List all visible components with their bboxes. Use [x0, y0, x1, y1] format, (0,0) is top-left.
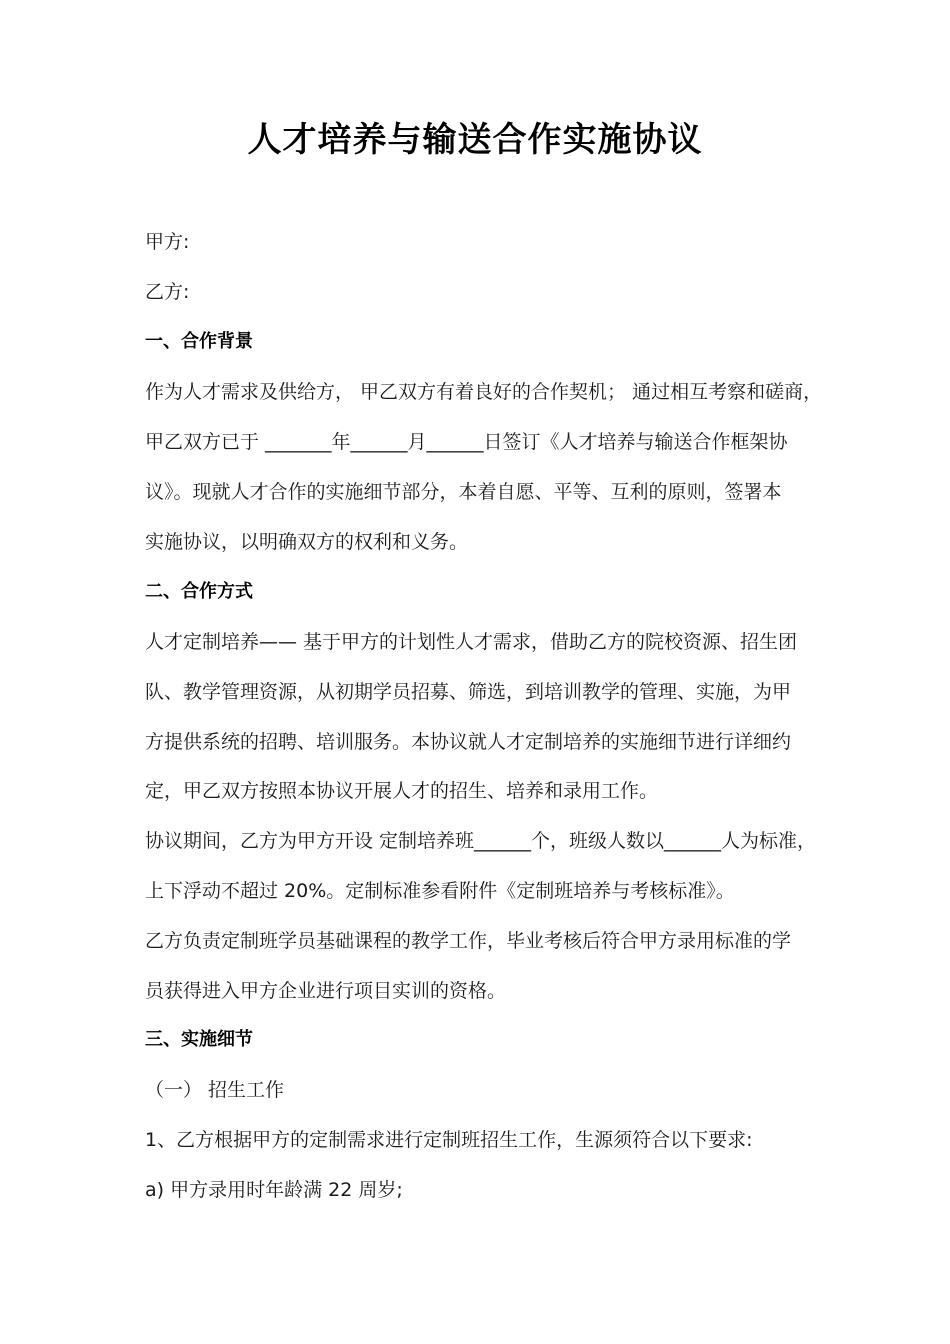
paragraph-line: 上下浮动不超过 20%。定制标准参看附件《定制班培养与考核标准》。	[145, 880, 735, 902]
section-heading-background: 一、合作背景	[145, 331, 253, 352]
paragraph-line: 队、教学管理资源，从初期学员招募、筛选，到培训教学的管理、实施，为甲	[145, 681, 792, 703]
paragraph-line: 定，甲乙双方按照本协议开展人才的招生、培养和录用工作。	[145, 780, 659, 802]
party-a-label: 甲方:	[145, 231, 190, 253]
paragraph-line: 方提供系统的招聘、培训服务。本协议就人才定制培养的实施细节进行详细约	[145, 731, 792, 753]
section-heading-implementation: 三、实施细节	[145, 1029, 253, 1050]
section-heading-cooperation-mode: 二、合作方式	[145, 581, 253, 602]
paragraph-line: 人才定制培养—— 基于甲方的计划性人才需求，借助乙方的院校资源、招生团	[145, 631, 798, 653]
party-b-label: 乙方:	[145, 281, 190, 303]
paragraph-line: 员获得进入甲方企业进行项目实训的资格。	[145, 980, 507, 1002]
paragraph-line: 作为人才需求及供给方， 甲乙双方有着良好的合作契机； 通过相互考察和磋商，	[145, 381, 823, 403]
paragraph-line: 甲乙双方已于 _______年______月______日签订《人才培养与输送合作框架协	[145, 431, 788, 453]
document-title: 人才培养与输送合作实施协议	[247, 120, 703, 160]
paragraph-line: 1、乙方根据甲方的定制需求进行定制班招生工作，生源须符合以下要求:	[145, 1129, 753, 1151]
sub-heading-enrollment: （一） 招生工作	[145, 1079, 285, 1101]
paragraph-line: 议》。现就人才合作的实施细节部分，本着自愿、平等、互利的原则，签署本	[145, 481, 782, 503]
paragraph-line: 协议期间，乙方为甲方开设 定制培养班______个，班级人数以______人为标准，	[145, 830, 817, 852]
paragraph-line: 实施协议，以明确双方的权利和义务。	[145, 531, 469, 553]
paragraph-line: a) 甲方录用时年龄满 22 周岁;	[145, 1179, 403, 1201]
paragraph-line: 乙方负责定制班学员基础课程的教学工作，毕业考核后符合甲方录用标准的学	[145, 930, 792, 952]
